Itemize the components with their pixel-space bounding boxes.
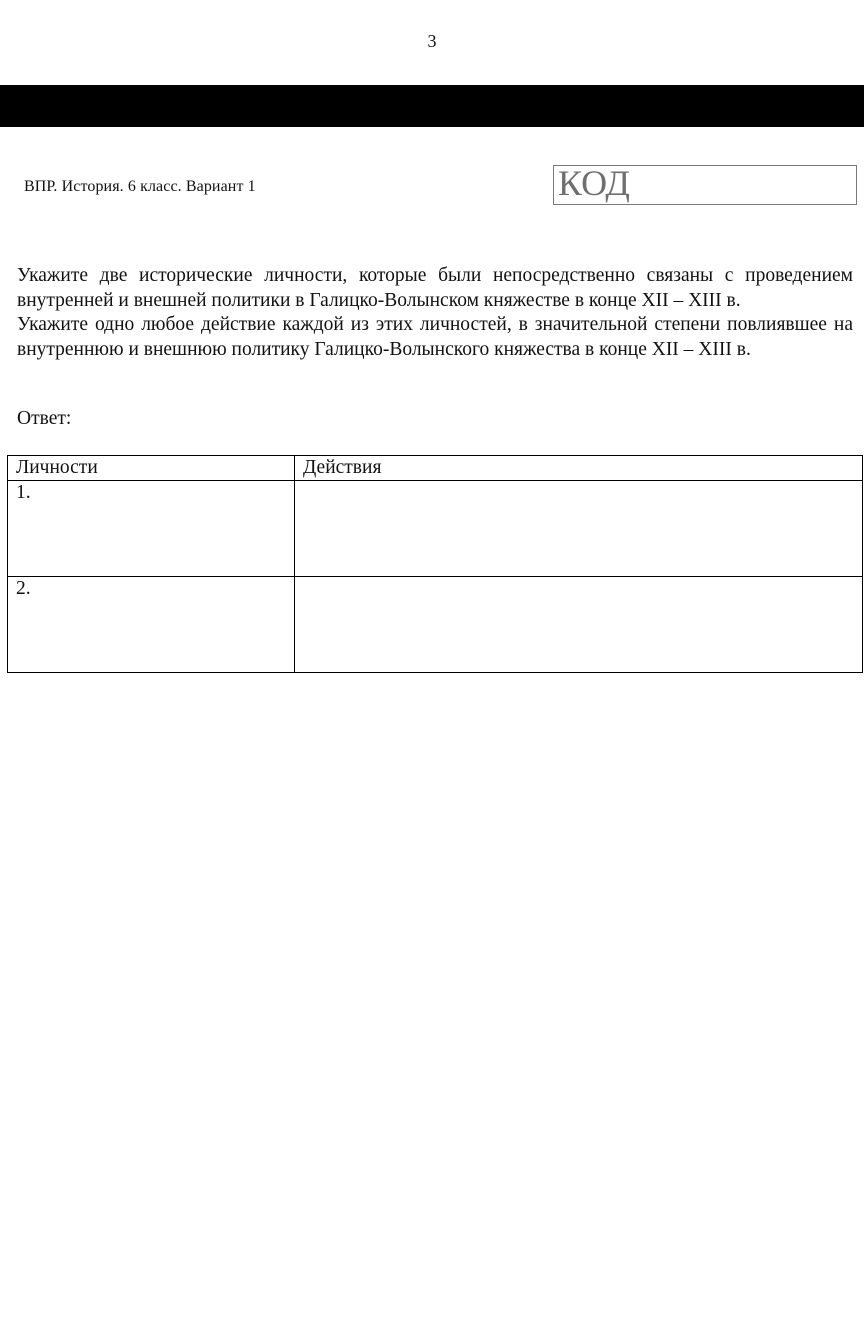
task-paragraph: Укажите две исторические личности, которые были непосредственно связаны с проведением внутренней и внешней политики в Галицко-Волынском княжестве в конце XII – XIII в. xyxy=(17,265,853,311)
action-cell[interactable] xyxy=(295,577,863,673)
answer-label: Ответ: xyxy=(17,408,72,429)
table-row xyxy=(8,577,863,673)
table-header-persons: Личности xyxy=(8,456,295,481)
table-header-row xyxy=(8,456,863,481)
header-band xyxy=(0,85,864,127)
task-paragraph: Укажите одно любое действие каждой из этих личностей, в значительной степени повлиявшее на внутреннюю и внешнюю политику Галицко-Волынского княжества в конце XII – XIII в. xyxy=(17,314,853,360)
code-label: КОД xyxy=(558,163,630,203)
person-cell[interactable]: 1. xyxy=(8,481,295,577)
document-title: ВПР. История. 6 класс. Вариант 1 xyxy=(24,178,256,195)
table-header-actions: Действия xyxy=(295,456,863,481)
answer-table xyxy=(7,455,863,673)
person-cell[interactable]: 2. xyxy=(8,577,295,673)
code-field[interactable] xyxy=(553,165,857,205)
page-number: 3 xyxy=(427,31,437,51)
action-cell[interactable] xyxy=(295,481,863,577)
table-row xyxy=(8,481,863,577)
task-text xyxy=(17,264,853,362)
